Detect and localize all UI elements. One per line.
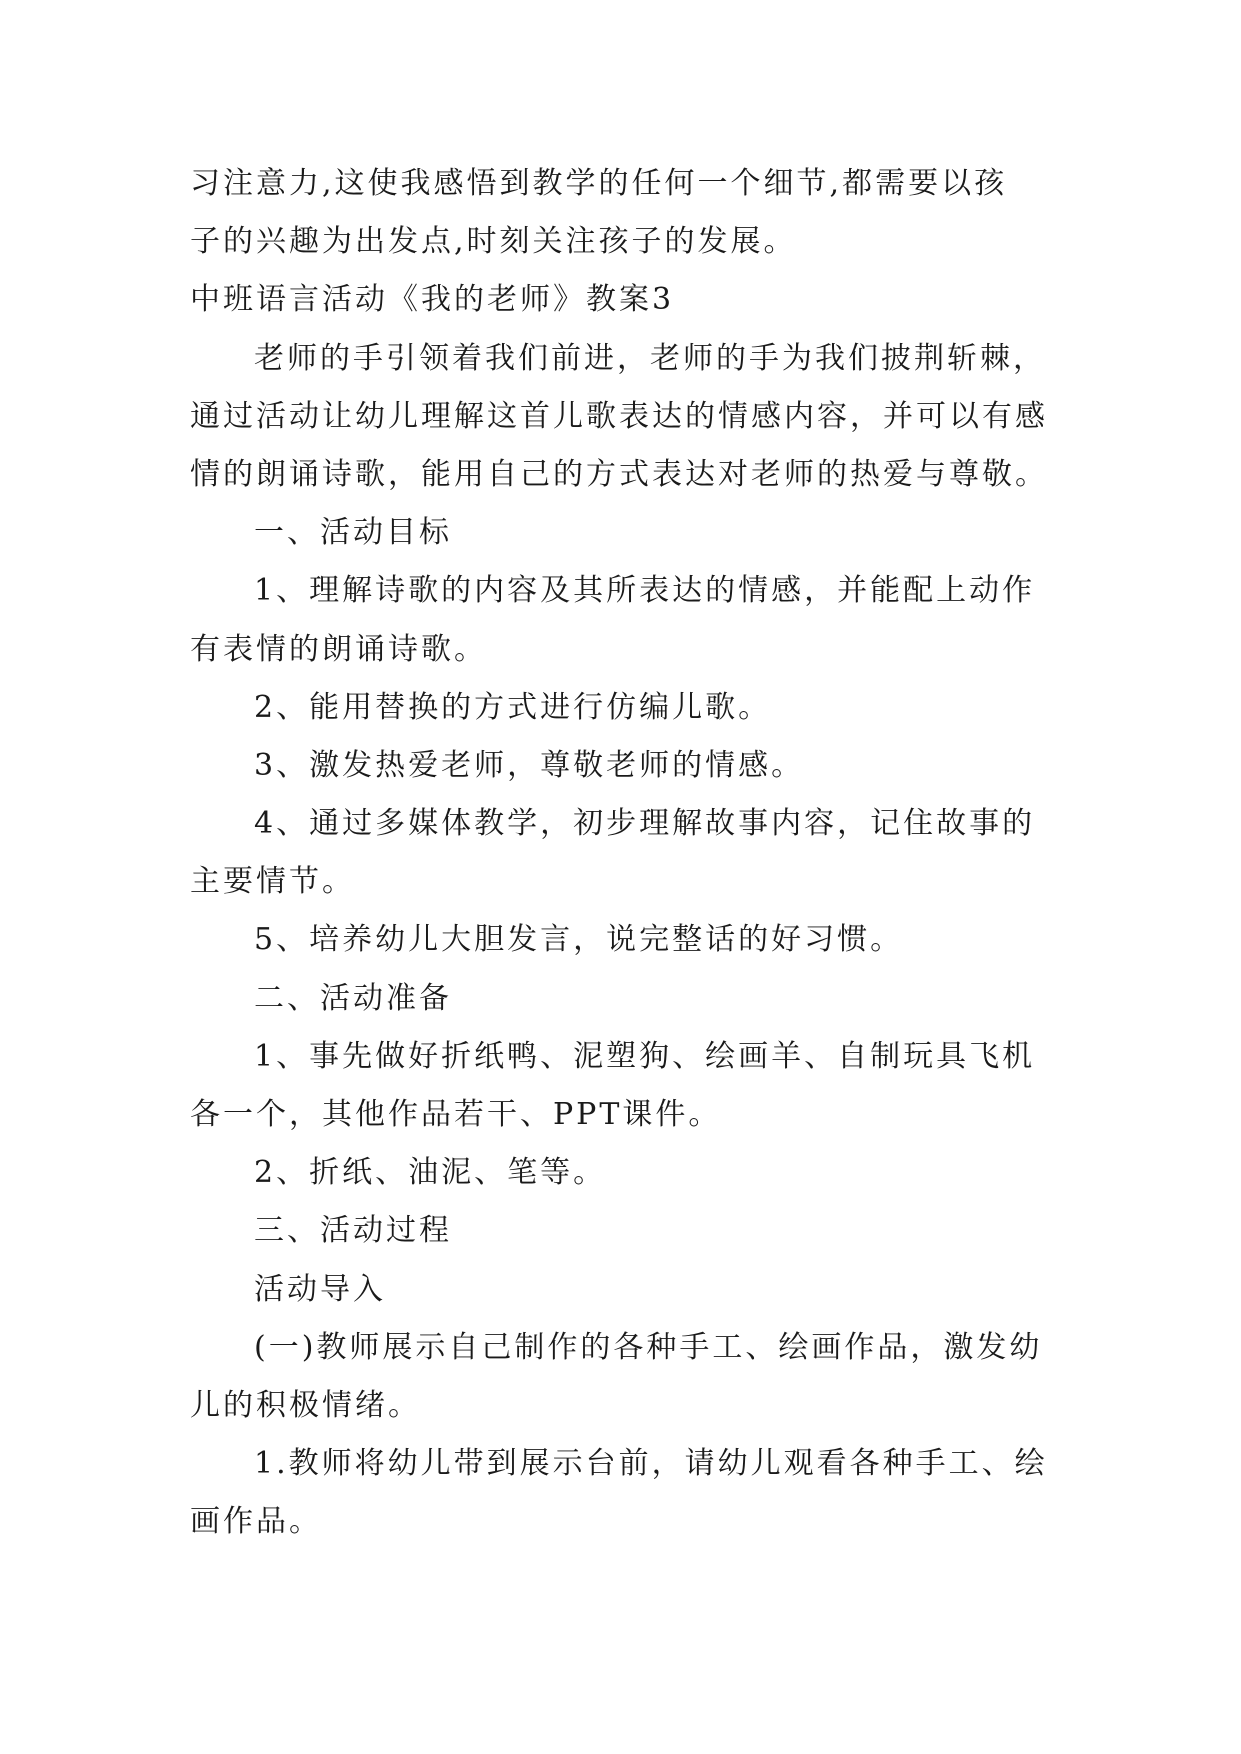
text-line: 子的兴趣为出发点,时刻关注孩子的发展。 [190,224,797,260]
text-line: 5、培养幼儿大胆发言，说完整话的好习惯。 [254,922,904,958]
section-title: 中班语言活动《我的老师》教案3 [190,282,675,318]
text-line: 3、激发热爱老师，尊敬老师的情感。 [254,747,805,783]
text-line: 有表情的朗诵诗歌。 [190,631,487,667]
text-line: (一)教师展示自己制作的各种手工、绘画作品，激发幼 [254,1329,1043,1365]
text-line: 儿的积极情绪。 [190,1387,421,1423]
text-line: 1、事先做好折纸鸭、泥塑狗、绘画羊、自制玩具飞机 [254,1038,1036,1074]
text-line: 画作品。 [190,1504,322,1540]
text-line: 4、通过多媒体教学，初步理解故事内容，记住故事的 [254,806,1036,842]
document-body [190,155,1060,1552]
text-line: 情的朗诵诗歌，能用自己的方式表达对老师的热爱与尊敬。 [190,456,1048,492]
text-line: 老师的手引领着我们前进，老师的手为我们披荆斩棘， [254,340,1046,376]
section-heading: 二、活动准备 [254,980,452,1016]
text-line: 1.教师将幼儿带到展示台前，请幼儿观看各种手工、绘 [254,1446,1048,1482]
text-line: 习注意力,这使我感悟到教学的任何一个细节,都需要以孩 [190,166,1008,201]
section-heading: 一、活动目标 [254,515,452,551]
section-heading: 三、活动过程 [254,1213,452,1249]
text-line: 活动导入 [254,1271,386,1307]
text-line: 主要情节。 [190,864,355,900]
text-line: 2、能用替换的方式进行仿编儿歌。 [254,689,772,725]
text-line: 2、折纸、油泥、笔等。 [254,1155,607,1191]
text-line: 1、理解诗歌的内容及其所表达的情感，并能配上动作 [254,573,1036,609]
text-line: 各一个，其他作品若干、PPT课件。 [190,1097,722,1132]
text-line: 通过活动让幼儿理解这首儿歌表达的情感内容，并可以有感 [190,398,1048,434]
